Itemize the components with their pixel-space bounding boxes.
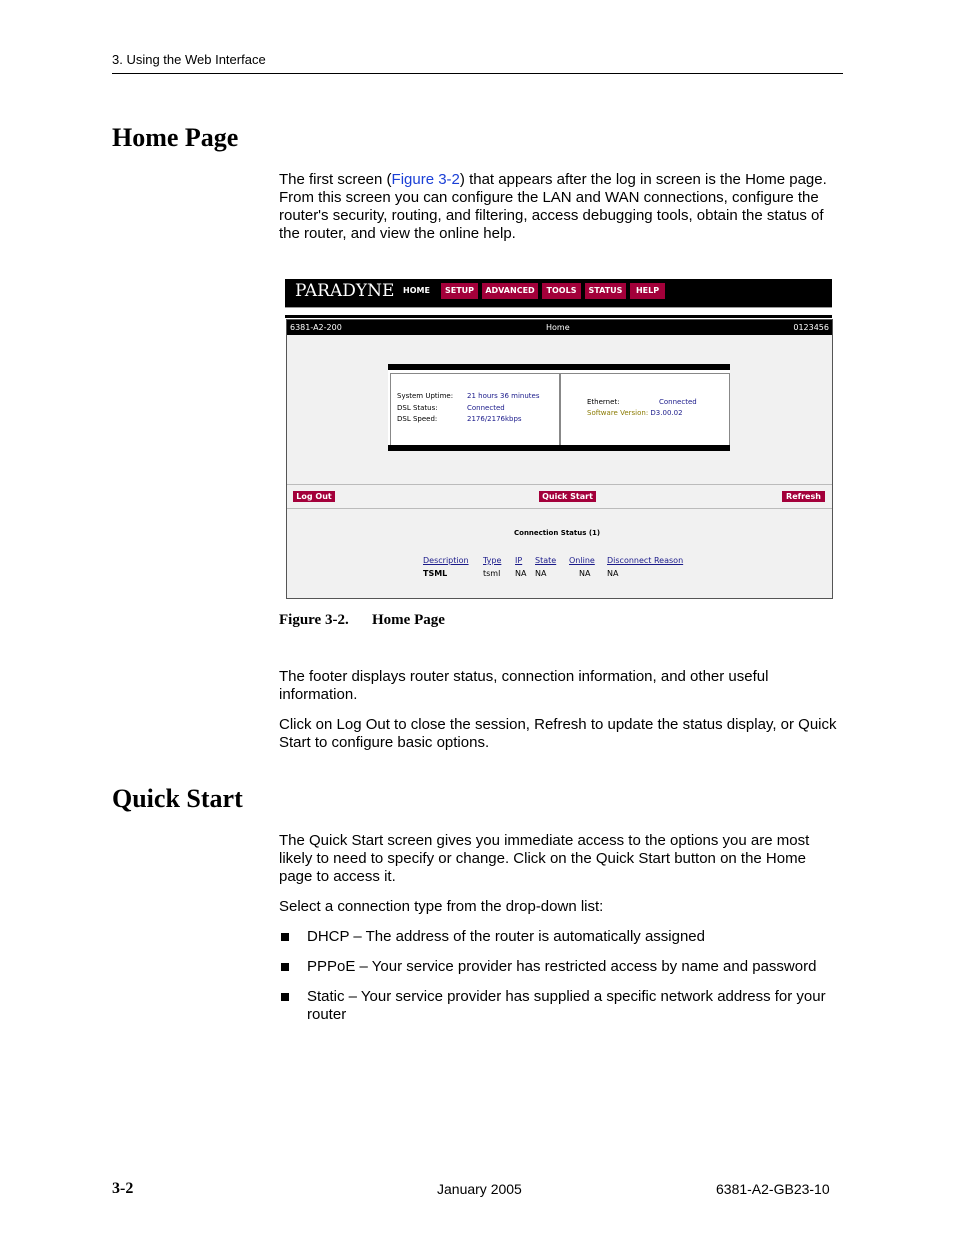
cell-type: tsml [483,569,501,578]
col-type[interactable]: Type [483,556,502,565]
document-number: 6381-A2-GB23-10 [716,1181,830,1197]
panel-title-bar [287,320,832,335]
figure-3-2-link[interactable]: Figure 3-2 [391,171,460,188]
status-key: Ethernet: [587,398,620,406]
status-value: 2176/2176kbps [467,415,522,423]
cell-ip: NA [515,569,527,578]
logout-button[interactable]: Log Out [293,491,335,502]
list-item-text: Static – Your service provider has supplied a specific network address for your router [307,988,826,1023]
cell-online: NA [579,569,591,578]
status-left-panel [390,373,560,446]
nav-bottom-bar [285,315,832,318]
status-value: Connected [467,404,505,412]
nav-divider [285,307,832,308]
nav-tools[interactable]: TOOLS [542,283,581,299]
paradyne-logo: PARADYNE [295,281,395,301]
nav-setup[interactable]: SETUP [441,283,478,299]
router-nav-bar [285,279,832,307]
status-right-panel [560,373,730,446]
home-panel [286,319,833,599]
connection-type-list [279,928,841,1036]
buttons-paragraph: Click on Log Out to close the session, Refresh to update the status display, or Quick Start to configure basic options. [279,716,837,751]
refresh-button[interactable]: Refresh [782,491,825,502]
status-box-top-bar [388,364,730,370]
status-row [587,409,683,417]
nav-help[interactable]: HELP [630,283,665,299]
status-key: System Uptime: [397,392,454,400]
status-value: 21 hours 36 minutes [467,392,540,400]
bullet-square-icon [281,993,289,1001]
list-item [279,958,841,976]
panel-divider [287,508,832,509]
model-number: 6381-A2-200 [290,323,342,332]
status-key: DSL Status: [397,404,438,412]
panel-title: Home [546,323,570,332]
footer-paragraph: The footer displays router status, connection information, and other useful information. [279,668,769,703]
page-number: 3-2 [112,1180,134,1197]
col-ip[interactable]: IP [515,556,523,565]
status-row [587,398,697,406]
home-page-screenshot [285,279,832,599]
cell-state: NA [535,569,547,578]
connection-status-title: Connection Status (1) [514,529,601,537]
list-item-text: PPPoE – Your service provider has restricted access by name and password [307,958,817,975]
intro-text-end: ) that appears after the log in screen is the Home page. From this screen you can configure the LAN and WAN connections, configure the router's security, routing, and filtering, access debugging tools, obtain the status of the router, and view the online help. [279,171,827,242]
header-rule [112,73,843,74]
bullet-square-icon [281,933,289,941]
nav-status[interactable]: STATUS [585,283,626,299]
col-online[interactable]: Online [569,556,595,565]
status-row [397,392,540,400]
cell-description: TSML [423,569,448,578]
quick-start-intro: The Quick Start screen gives you immediate access to the options you are most likely to need to specify or change. Click on the Quick Start button on the Home page to access it. [279,832,810,885]
status-row [397,415,522,423]
nav-home[interactable]: HOME [399,283,434,299]
list-item [279,988,841,1024]
cell-disconnect-reason: NA [607,569,619,578]
col-state[interactable]: State [535,556,557,565]
status-row [397,404,505,412]
nav-advanced[interactable]: ADVANCED [482,283,538,299]
status-key: Software Version: [587,409,649,417]
home-intro-paragraph [279,171,841,243]
figure-number: Figure 3-2. [279,612,349,628]
status-box [388,364,730,451]
footer-date: January 2005 [437,1181,522,1197]
panel-divider [287,484,832,485]
home-page-heading: Home Page [112,123,239,152]
status-value: Connected [659,398,697,406]
status-key: DSL Speed: [397,415,438,423]
running-head: 3. Using the Web Interface [112,52,266,67]
col-disconnect-reason[interactable]: Disconnect Reason [607,556,684,565]
list-item [279,928,841,946]
bullet-square-icon [281,963,289,971]
select-connection-paragraph: Select a connection type from the drop-down list: [279,898,604,915]
figure-title: Home Page [372,612,445,628]
status-box-bottom-bar [388,445,730,451]
quick-start-heading: Quick Start [112,784,243,813]
intro-text-start: The first screen ( [279,171,392,188]
figure-caption [279,612,445,629]
status-value: D3.00.02 [650,409,683,417]
list-item-text: DHCP – The address of the router is automatically assigned [307,928,705,945]
serial-number: 0123456 [793,323,829,332]
quick-start-button[interactable]: Quick Start [539,491,596,502]
col-description[interactable]: Description [423,556,469,565]
